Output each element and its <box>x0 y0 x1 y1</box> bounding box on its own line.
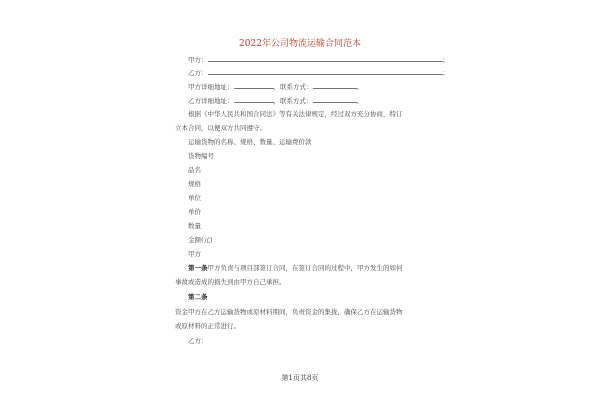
party-b-blank <box>208 68 443 75</box>
field-party-a: 甲方 <box>188 250 201 258</box>
goods-heading: 运输货物的名称、规格、数量、运输费价款 <box>188 138 312 146</box>
article-2-line-2: 或原材料的正常进行。 <box>175 322 240 330</box>
article-1-line-1 <box>188 264 403 273</box>
field-unit-price: 单价 <box>188 208 201 216</box>
party-b-contact-label: ，联系方式： <box>273 97 313 105</box>
party-a-contact-blank <box>313 82 357 89</box>
field-goods-number: 货物编号 <box>188 152 214 160</box>
party-a-address-period: 。 <box>356 83 363 91</box>
field-unit: 单位 <box>188 194 201 202</box>
field-quantity: 数量 <box>188 222 201 230</box>
document-title: 2022年公司物流运输合同范本 <box>239 39 361 49</box>
party-a-address-line <box>188 82 363 92</box>
article-2-line-1: 资金甲方在乙方运输货物或原材料期间，负责资金的集拢，确保乙方在运输货物 <box>175 308 403 316</box>
party-b-address-blank <box>234 96 274 103</box>
party-b-closing: 乙方： <box>188 337 208 345</box>
article-1-text-1: 甲方负责与项目部签订合同，在签订合同的过程中，甲方发生的如何 <box>207 264 403 272</box>
article-2-title: 第二条 <box>188 293 208 301</box>
page-footer: 第1页共8页 <box>281 374 319 382</box>
party-a-end-mark: ； <box>442 56 449 64</box>
party-b-address-line <box>188 96 363 106</box>
party-b-address-period: 。 <box>356 97 363 105</box>
party-a-address-blank <box>234 82 274 89</box>
party-a-blank <box>208 55 443 62</box>
preamble-line-2: 立本合同，以便双方共同遵守。 <box>175 124 266 132</box>
article-1-line-2: 事故或造成的损失到由甲方自己承担。 <box>175 278 286 286</box>
article-1-title: 第一条 <box>188 264 208 272</box>
field-product-name: 品名 <box>188 166 201 174</box>
party-a-line <box>188 55 449 65</box>
party-b-contact-blank <box>313 96 357 103</box>
party-b-label: 乙方： <box>188 69 208 77</box>
party-a-address-label: 甲方详细地址： <box>188 83 234 91</box>
party-b-address-label: 乙方详细地址： <box>188 97 234 105</box>
field-amount: 金额(元) <box>188 236 213 244</box>
field-specification: 规格 <box>188 180 201 188</box>
party-a-contact-label: ，联系方式： <box>273 83 313 91</box>
preamble-line-1: 根据《中华人民共和国合同法》等有关法律规定，经过双方充分协商，特订 <box>188 110 403 118</box>
party-b-end-mark: ； <box>442 69 449 77</box>
party-a-label: 甲方： <box>188 56 208 64</box>
party-b-line <box>188 68 449 78</box>
